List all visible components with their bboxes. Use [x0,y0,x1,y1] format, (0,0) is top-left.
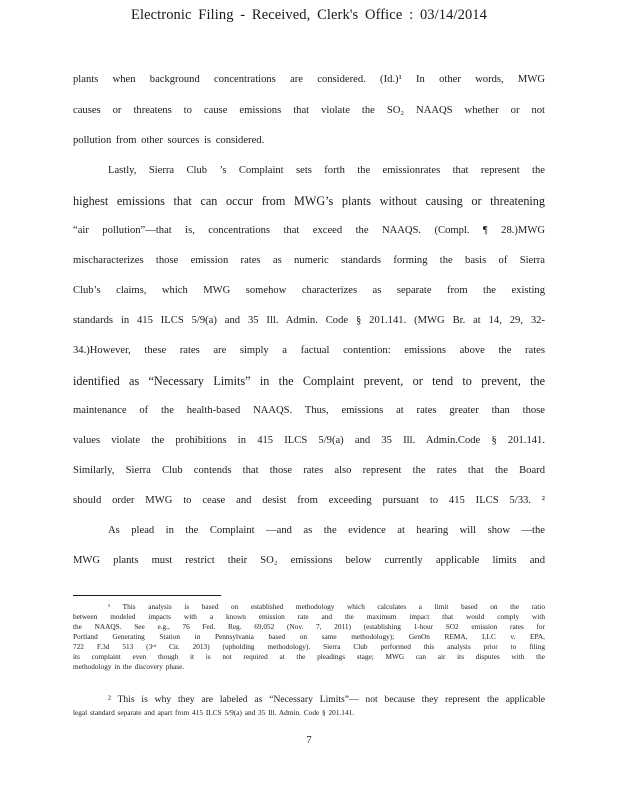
body-line: As plead in the Complaint —and as the evidence at hearing will show —the [108,525,545,536]
footnote-line: legal standard separate and apart from 415 ILCS 5/9(a) and 35 Ill. Admin. Code § 201.141. [73,708,355,717]
body-line: highest emissions that can occur from MWG’s plants without causing or threatening [73,194,545,208]
footnote-divider [73,595,221,596]
body-line: plants when background concentrations are considered. (Id.)¹ In other words, MWG [73,74,545,85]
footnote-line: ² This is why they are labeled as “Necessary Limits”— not because they represent the applicable [108,694,545,705]
body-line: Club’s claims, which MWG somehow characterizes as separate from the existing [73,285,545,296]
body-line: 34.)However, these rates are simply a factual contention: emissions above the rates [73,345,545,356]
body-line: causes or threatens to cause emissions that violate the SO₂ NAAQS whether or not [73,105,545,116]
footnote-line: methodology in the discovery phase. [73,662,185,671]
footnote-line: the NAAQS. See e.g., 76 Fed. Reg. 69,052 (Nov. 7, 2011) (establishing 1-hour SO2 emission rates for [73,622,545,631]
body-line: standards in 415 ILCS 5/9(a) and 35 Ill. Admin. Code § 201.141. (MWG Br. at 14, 29, 32- [73,315,545,326]
body-line: should order MWG to cease and desist from exceeding pursuant to 415 ILCS 5/33. ² [73,495,545,506]
body-line: pollution from other sources is considered. [73,135,265,146]
body-line: Similarly, Sierra Club contends that those rates also represent the rates that the Board [73,465,545,476]
body-line: mischaracterizes those emission rates as numeric standards forming the basis of Sierra [73,255,545,266]
body-line: “air pollution”—that is, concentrations that exceed the NAAQS. (Compl. ¶ 28.)MWG [73,225,545,236]
footnote-line: its complaint even though it is not required at the pleadings stage; MWG can air its disputes with the [73,652,545,661]
body-line: identified as “Necessary Limits” in the Complaint prevent, or tend to prevent, the [73,374,545,388]
body-line: values violate the prohibitions in 415 ILCS 5/9(a) and 35 Ill. Admin.Code § 201.141. [73,435,545,446]
body-line: maintenance of the health-based NAAQS. Thus, emissions at rates greater than those [73,405,545,416]
body-line: Lastly, Sierra Club ’s Complaint sets forth the emissionrates that represent the [108,165,545,176]
footnote-line: ¹ This analysis is based on established methodology which calculates a limit based on the ratio [108,602,545,611]
footnote-line: Portland Generating Station in Pennsylvania based on same methodology); GenOn REMA, LLC v. EPA, [73,632,545,641]
footnote-line: between modeled impacts with a known emission rate and the maximum impact that would comply with [73,612,545,621]
footnote-line: 722 F.3d 513 (3ʳᵈ Cir. 2013) (upholding methodology). Sierra Club performed this analysis prior to filing [73,642,545,651]
page-header: Electronic Filing - Received, Clerk's Office : 03/14/2014 [130,7,488,23]
page-number: 7 [306,735,312,746]
body-line: MWG plants must restrict their SO₂ emissions below currently applicable limits and [73,555,545,566]
